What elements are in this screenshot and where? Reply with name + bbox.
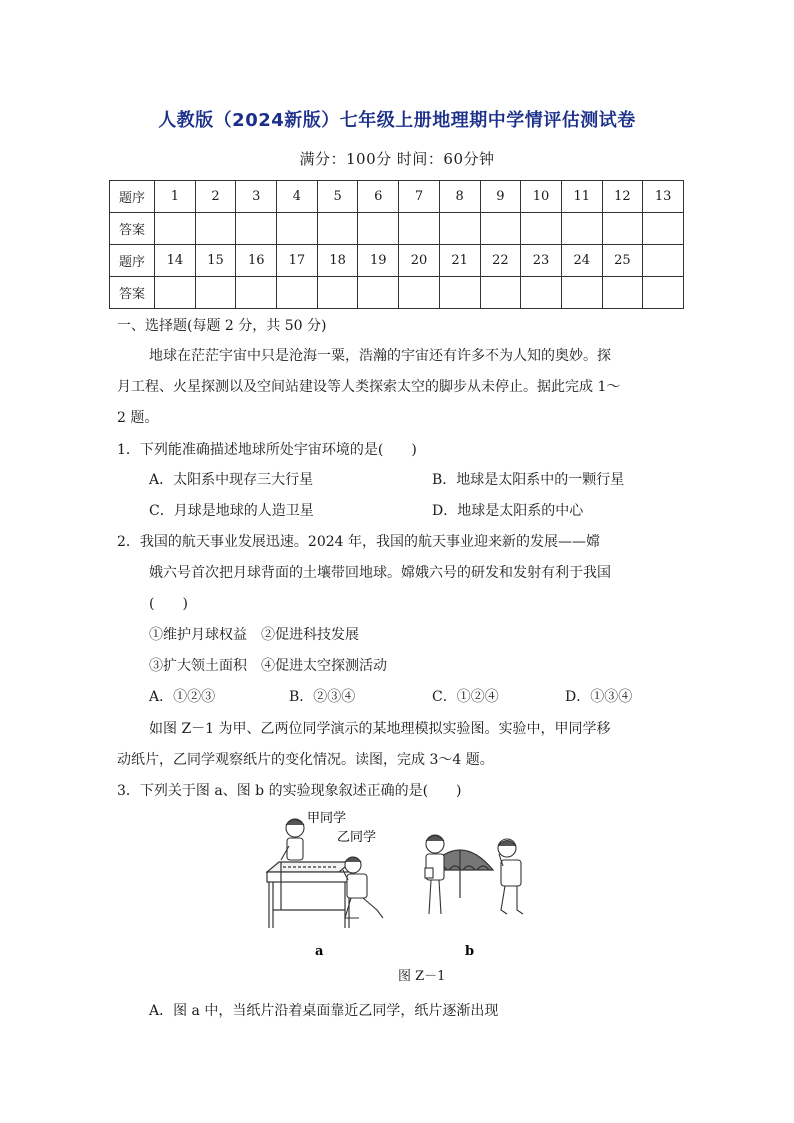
answer-cell	[602, 277, 643, 309]
question-number-cell: 23	[521, 245, 562, 277]
table-row	[110, 277, 684, 309]
row-label: 答案	[110, 213, 155, 245]
option-d: D．①③④	[565, 689, 633, 705]
row-label: 题序	[110, 245, 155, 277]
table-row	[110, 181, 684, 213]
question-number-cell: 6	[358, 181, 399, 213]
question-number-cell: 20	[399, 245, 440, 277]
figure-caption: 图 Z－1	[398, 969, 446, 984]
question-number-cell: 24	[561, 245, 602, 277]
question-number-cell: 13	[643, 181, 684, 213]
answer-cell	[521, 277, 562, 309]
answer-cell	[643, 213, 684, 245]
answer-cell	[643, 277, 684, 309]
option-a: A．图 a 中，当纸片沿着桌面靠近乙同学，纸片逐渐出现	[149, 1003, 499, 1019]
question-number-cell: 18	[317, 245, 358, 277]
student-jia-illustration	[425, 835, 444, 914]
question-number-cell: 8	[439, 181, 480, 213]
question-number-cell: 2	[195, 181, 236, 213]
question-stem: 2．我国的航天事业发展迅速。2024 年，我国的航天事业迎来新的发展——嫦	[117, 534, 600, 550]
question-stem: 1．下列能准确描述地球所处宇宙环境的是( )	[117, 442, 417, 458]
option-b: B．②③④	[289, 689, 356, 705]
student-yi-illustration	[498, 839, 523, 914]
intro-line: 地球在茫茫宇宙中只是沧海一粟，浩瀚的宇宙还有许多不为人知的奥妙。探	[149, 348, 611, 364]
answer-cell	[277, 213, 318, 245]
answer-cell	[480, 213, 521, 245]
question-stem: 娥六号首次把月球背面的土壤带回地球。嫦娥六号的研发和发射有利于我国	[149, 565, 611, 581]
table-row	[110, 213, 684, 245]
answer-cell	[236, 277, 277, 309]
answer-cell	[317, 213, 358, 245]
answer-cell	[195, 277, 236, 309]
intro-line: 如图 Z－1 为甲、乙两位同学演示的某地理模拟实验图。实验中，甲同学移	[149, 721, 611, 737]
question-number-cell: 4	[277, 181, 318, 213]
answer-cell	[358, 213, 399, 245]
question-number-cell: 10	[521, 181, 562, 213]
answer-table	[109, 180, 684, 309]
answer-cell	[521, 213, 562, 245]
option-c: C．①②④	[432, 689, 499, 705]
question-number-cell: 16	[236, 245, 277, 277]
question-number-cell: 25	[602, 245, 643, 277]
student-jia-illustration	[281, 819, 304, 860]
question-number-cell: 1	[155, 181, 196, 213]
answer-cell	[155, 213, 196, 245]
row-label: 题序	[110, 181, 155, 213]
answer-cell	[277, 277, 318, 309]
option-d: D．地球是太阳系的中心	[432, 503, 584, 519]
question-number-cell: 15	[195, 245, 236, 277]
label-yi: 乙同学	[337, 830, 377, 845]
question-number-cell: 3	[236, 181, 277, 213]
question-number-cell: 14	[155, 245, 196, 277]
answer-cell	[561, 213, 602, 245]
question-number-cell: 7	[399, 181, 440, 213]
intro-line: 2 题。	[117, 410, 159, 426]
option-b: B．地球是太阳系中的一颗行星	[432, 472, 625, 488]
question-number-cell: 12	[602, 181, 643, 213]
question-number-cell: 9	[480, 181, 521, 213]
statement-item: ①维护月球权益 ②促进科技发展	[149, 627, 359, 643]
question-stem: 3．下列关于图 a、图 b 的实验现象叙述正确的是( )	[117, 783, 462, 799]
answer-cell	[439, 277, 480, 309]
answer-cell	[561, 277, 602, 309]
answer-cell	[358, 277, 399, 309]
option-c: C．月球是地球的人造卫星	[149, 503, 314, 519]
answer-cell	[399, 277, 440, 309]
row-label: 答案	[110, 277, 155, 309]
experiment-figure	[255, 810, 555, 960]
question-number-cell: 5	[317, 181, 358, 213]
answer-cell	[155, 277, 196, 309]
page-subtitle: 满分：100分 时间：60分钟	[299, 150, 495, 168]
answer-cell	[439, 213, 480, 245]
table-row	[110, 245, 684, 277]
intro-line: 动纸片，乙同学观察纸片的变化情况。读图，完成 3～4 题。	[117, 752, 494, 768]
table-illustration	[267, 862, 351, 928]
answer-cell	[399, 213, 440, 245]
intro-line: 月工程、火星探测以及空间站建设等人类探索太空的脚步从未停止。据此完成 1～	[117, 379, 621, 395]
answer-cell	[236, 213, 277, 245]
question-stem: ( )	[149, 596, 188, 612]
answer-cell	[317, 277, 358, 309]
question-number-cell: 21	[439, 245, 480, 277]
statement-item: ③扩大领土面积 ④促进太空探测活动	[149, 658, 387, 674]
question-number-cell: 19	[358, 245, 399, 277]
answer-cell	[480, 277, 521, 309]
question-number-cell	[643, 245, 684, 277]
page-title: 人教版（2024新版）七年级上册地理期中学情评估测试卷	[158, 110, 636, 131]
option-a: A．①②③	[149, 689, 216, 705]
answer-cell	[195, 213, 236, 245]
label-jia: 甲同学	[307, 811, 347, 826]
section-heading: 一、选择题(每题 2 分，共 50 分)	[117, 318, 327, 334]
question-number-cell: 17	[277, 245, 318, 277]
label-b: b	[465, 944, 475, 959]
option-a: A．太阳系中现存三大行星	[149, 472, 314, 488]
label-a: a	[315, 944, 324, 959]
question-number-cell: 11	[561, 181, 602, 213]
answer-cell	[602, 213, 643, 245]
question-number-cell: 22	[480, 245, 521, 277]
